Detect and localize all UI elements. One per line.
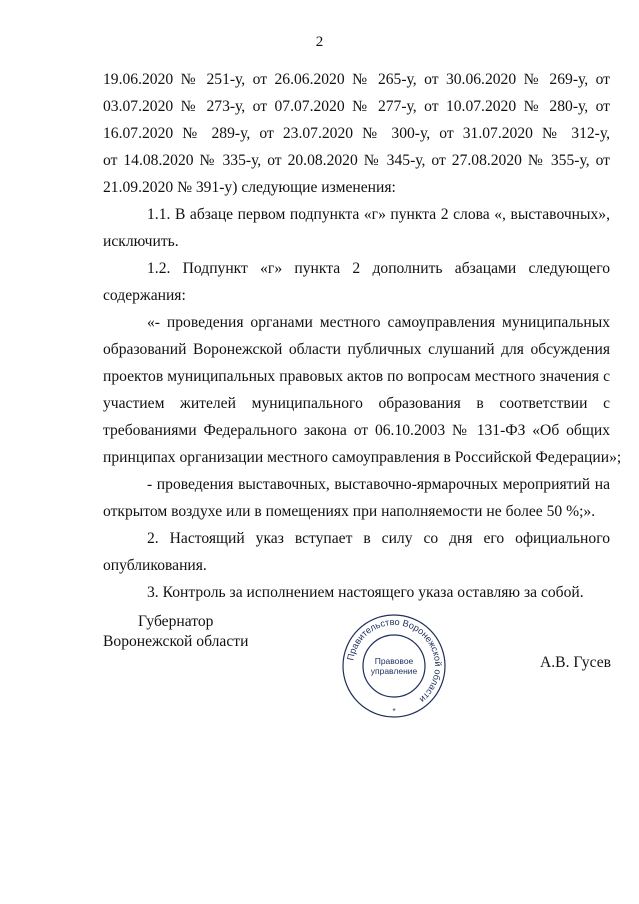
text-line: проектов муниципальных правовых актов по вопросам местного значения с <box>103 368 610 385</box>
seal-bottom-mark: * <box>392 707 396 716</box>
document-body <box>103 66 622 606</box>
text-line: требованиями Федерального закона от 06.10.2003 № 131-ФЗ «Об общих <box>103 422 610 439</box>
signatory-title-line-2: Воронежской области <box>103 633 249 650</box>
text-line: содержания: <box>103 287 186 304</box>
text-line: «- проведения органами местного самоуправления муниципальных <box>147 314 610 331</box>
text-line: исключить. <box>103 233 179 250</box>
text-line: 19.06.2020 № 251-у, от 26.06.2020 № 265-у, от 30.06.2020 № 269-у, от <box>103 71 610 88</box>
text-line: 2. Настоящий указ вступает в силу со дня его официального <box>147 530 610 547</box>
signatory-title <box>103 612 248 652</box>
seal-center-line-2: управление <box>370 666 418 676</box>
text-line: опубликования. <box>103 557 207 574</box>
text-line: 21.09.2020 № 391-у) следующие изменения: <box>103 179 396 196</box>
page-number: 2 <box>315 34 324 50</box>
seal-center-line-1: Правовое <box>374 656 414 666</box>
text-line: 16.07.2020 № 289-у, от 23.07.2020 № 300-у, от 31.07.2020 № 312-у, <box>103 125 610 142</box>
text-line: принципах организации местного самоуправления в Российской Федерации»; <box>103 449 622 466</box>
signatory-title-line-1: Губернатор <box>137 613 214 630</box>
text-line: участием жителей муниципального образования в соответствии с <box>103 395 610 412</box>
text-line: 03.07.2020 № 273-у, от 07.07.2020 № 277-у, от 10.07.2020 № 280-у, от <box>103 98 610 115</box>
signature-block <box>0 612 639 722</box>
official-seal-stamp <box>340 612 448 720</box>
seal-ring-text: Правительство Воронежской области <box>345 616 444 705</box>
signatory-name: А.В. Гусев <box>540 654 611 671</box>
text-line: 1.1. В абзаце первом подпункта «г» пункта 2 слова «, выставочных», <box>147 206 610 223</box>
text-line: 1.2. Подпункт «г» пункта 2 дополнить абзацами следующего <box>147 260 610 277</box>
text-line: открытом воздухе или в помещениях при наполняемости не более 50 %;». <box>103 503 596 520</box>
text-line: 3. Контроль за исполнением настоящего указа оставляю за собой. <box>147 584 584 601</box>
text-line: от 14.08.2020 № 335-у, от 20.08.2020 № 345-у, от 27.08.2020 № 355-у, от <box>103 152 610 169</box>
text-line: образований Воронежской области публичных слушаний для обсуждения <box>103 341 610 358</box>
text-line: - проведения выставочных, выставочно-ярмарочных мероприятий на <box>147 476 610 493</box>
